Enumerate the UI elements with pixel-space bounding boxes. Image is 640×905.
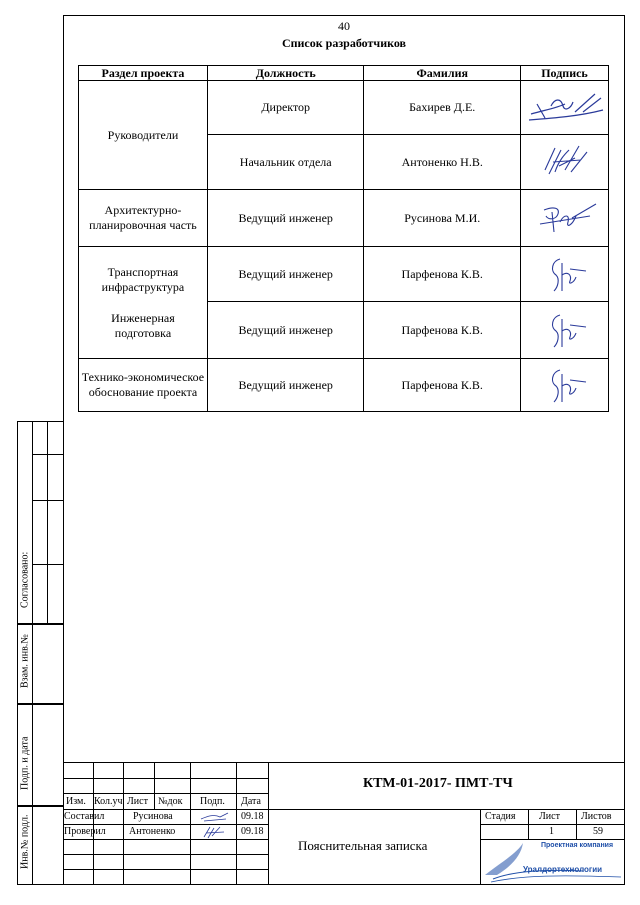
table-header-row — [79, 66, 609, 81]
section-label: Транспортная инфраструктура — [101, 264, 185, 294]
sign-date-label: Подп. и дата — [19, 736, 31, 790]
position-cell: Начальник отдела — [207, 135, 364, 190]
replace-inv-label: Взам. инв.№ — [19, 634, 31, 688]
replace-inv-column — [17, 624, 63, 704]
name-checked: Антоненко — [129, 826, 176, 837]
page-title: Список разработчиков — [281, 36, 407, 50]
name-cell: Парфенова К.В. — [364, 247, 521, 302]
position-cell: Ведущий инженер — [207, 302, 364, 359]
name-cell: Антоненко Н.В. — [364, 135, 521, 190]
section-cell: Технико-экономическое обоснование проекта — [79, 359, 208, 412]
signature-cell — [521, 359, 609, 412]
logo-bottom-text: Уралдортехнологии — [523, 865, 603, 874]
col-header-sign: Подп. — [200, 796, 225, 807]
section-label: Инженерная подготовка — [111, 310, 175, 340]
name-cell: Русинова М.И. — [364, 190, 521, 247]
signature-image — [540, 309, 590, 351]
col-header-qty: Кол.уч — [94, 796, 123, 807]
name-cell: Парфенова К.В. — [364, 359, 521, 412]
document-type: Пояснительная записка — [298, 838, 428, 853]
col-header-date: Дата — [241, 796, 261, 807]
section-cell — [79, 247, 208, 359]
section-cell: Руководители — [79, 81, 208, 190]
signature-cell — [521, 135, 609, 190]
sheets-label: Листов — [581, 811, 612, 822]
table-row — [79, 81, 609, 135]
signature-image — [535, 140, 595, 184]
date-checked: 09.18 — [241, 826, 264, 837]
section-cell: Архитектурно-планировочная часть — [79, 190, 208, 247]
signature-cell — [521, 302, 609, 359]
signature-image — [540, 364, 590, 406]
stage-label: Стадия — [485, 811, 516, 822]
sheet-number: 1 — [549, 826, 554, 837]
role-checked: Проверил — [64, 826, 106, 837]
position-cell: Ведущий инженер — [207, 247, 364, 302]
table-row — [79, 359, 609, 412]
sign-date-column — [17, 704, 63, 806]
header-signature: Подпись — [521, 66, 609, 81]
signature-cell — [521, 81, 609, 135]
position-cell: Директор — [207, 81, 364, 135]
title-block — [63, 762, 625, 885]
table-row — [79, 247, 609, 302]
sheet-label: Лист — [539, 811, 560, 822]
sheets-total: 59 — [593, 826, 603, 837]
header-position: Должность — [207, 66, 364, 81]
header-name: Фамилия — [364, 66, 521, 81]
signature-image — [198, 810, 232, 824]
developers-table — [78, 65, 609, 412]
logo-top-text: Проектная компания — [541, 842, 614, 849]
table-row — [79, 190, 609, 247]
position-cell: Ведущий инженер — [207, 190, 364, 247]
name-compiled: Русинова — [133, 811, 173, 822]
inv-orig-column — [17, 806, 63, 885]
signature-image — [525, 88, 605, 128]
col-header-change: Изм. — [66, 796, 86, 807]
signature-image — [198, 824, 232, 840]
inv-orig-label: Инв.№ подл. — [19, 814, 31, 869]
date-compiled: 09.18 — [241, 811, 264, 822]
agreed-column — [17, 421, 63, 624]
signature-image — [540, 253, 590, 295]
signature-cell — [521, 247, 609, 302]
signature-cell — [521, 190, 609, 247]
position-cell: Ведущий инженер — [207, 359, 364, 412]
col-header-docnum: №док — [158, 796, 183, 807]
signature-image — [530, 198, 600, 238]
role-compiled: Составил — [64, 811, 105, 822]
page-frame — [63, 15, 625, 885]
col-header-sheet: Лист — [127, 796, 148, 807]
document-code: КТМ-01-2017- ПМТ-ТЧ — [363, 776, 513, 791]
company-logo — [483, 841, 623, 883]
page-number: 40 — [338, 19, 350, 33]
header-section: Раздел проекта — [79, 66, 208, 81]
name-cell: Бахирев Д.Е. — [364, 81, 521, 135]
agreed-label: Согласовано: — [19, 551, 31, 608]
name-cell: Парфенова К.В. — [364, 302, 521, 359]
